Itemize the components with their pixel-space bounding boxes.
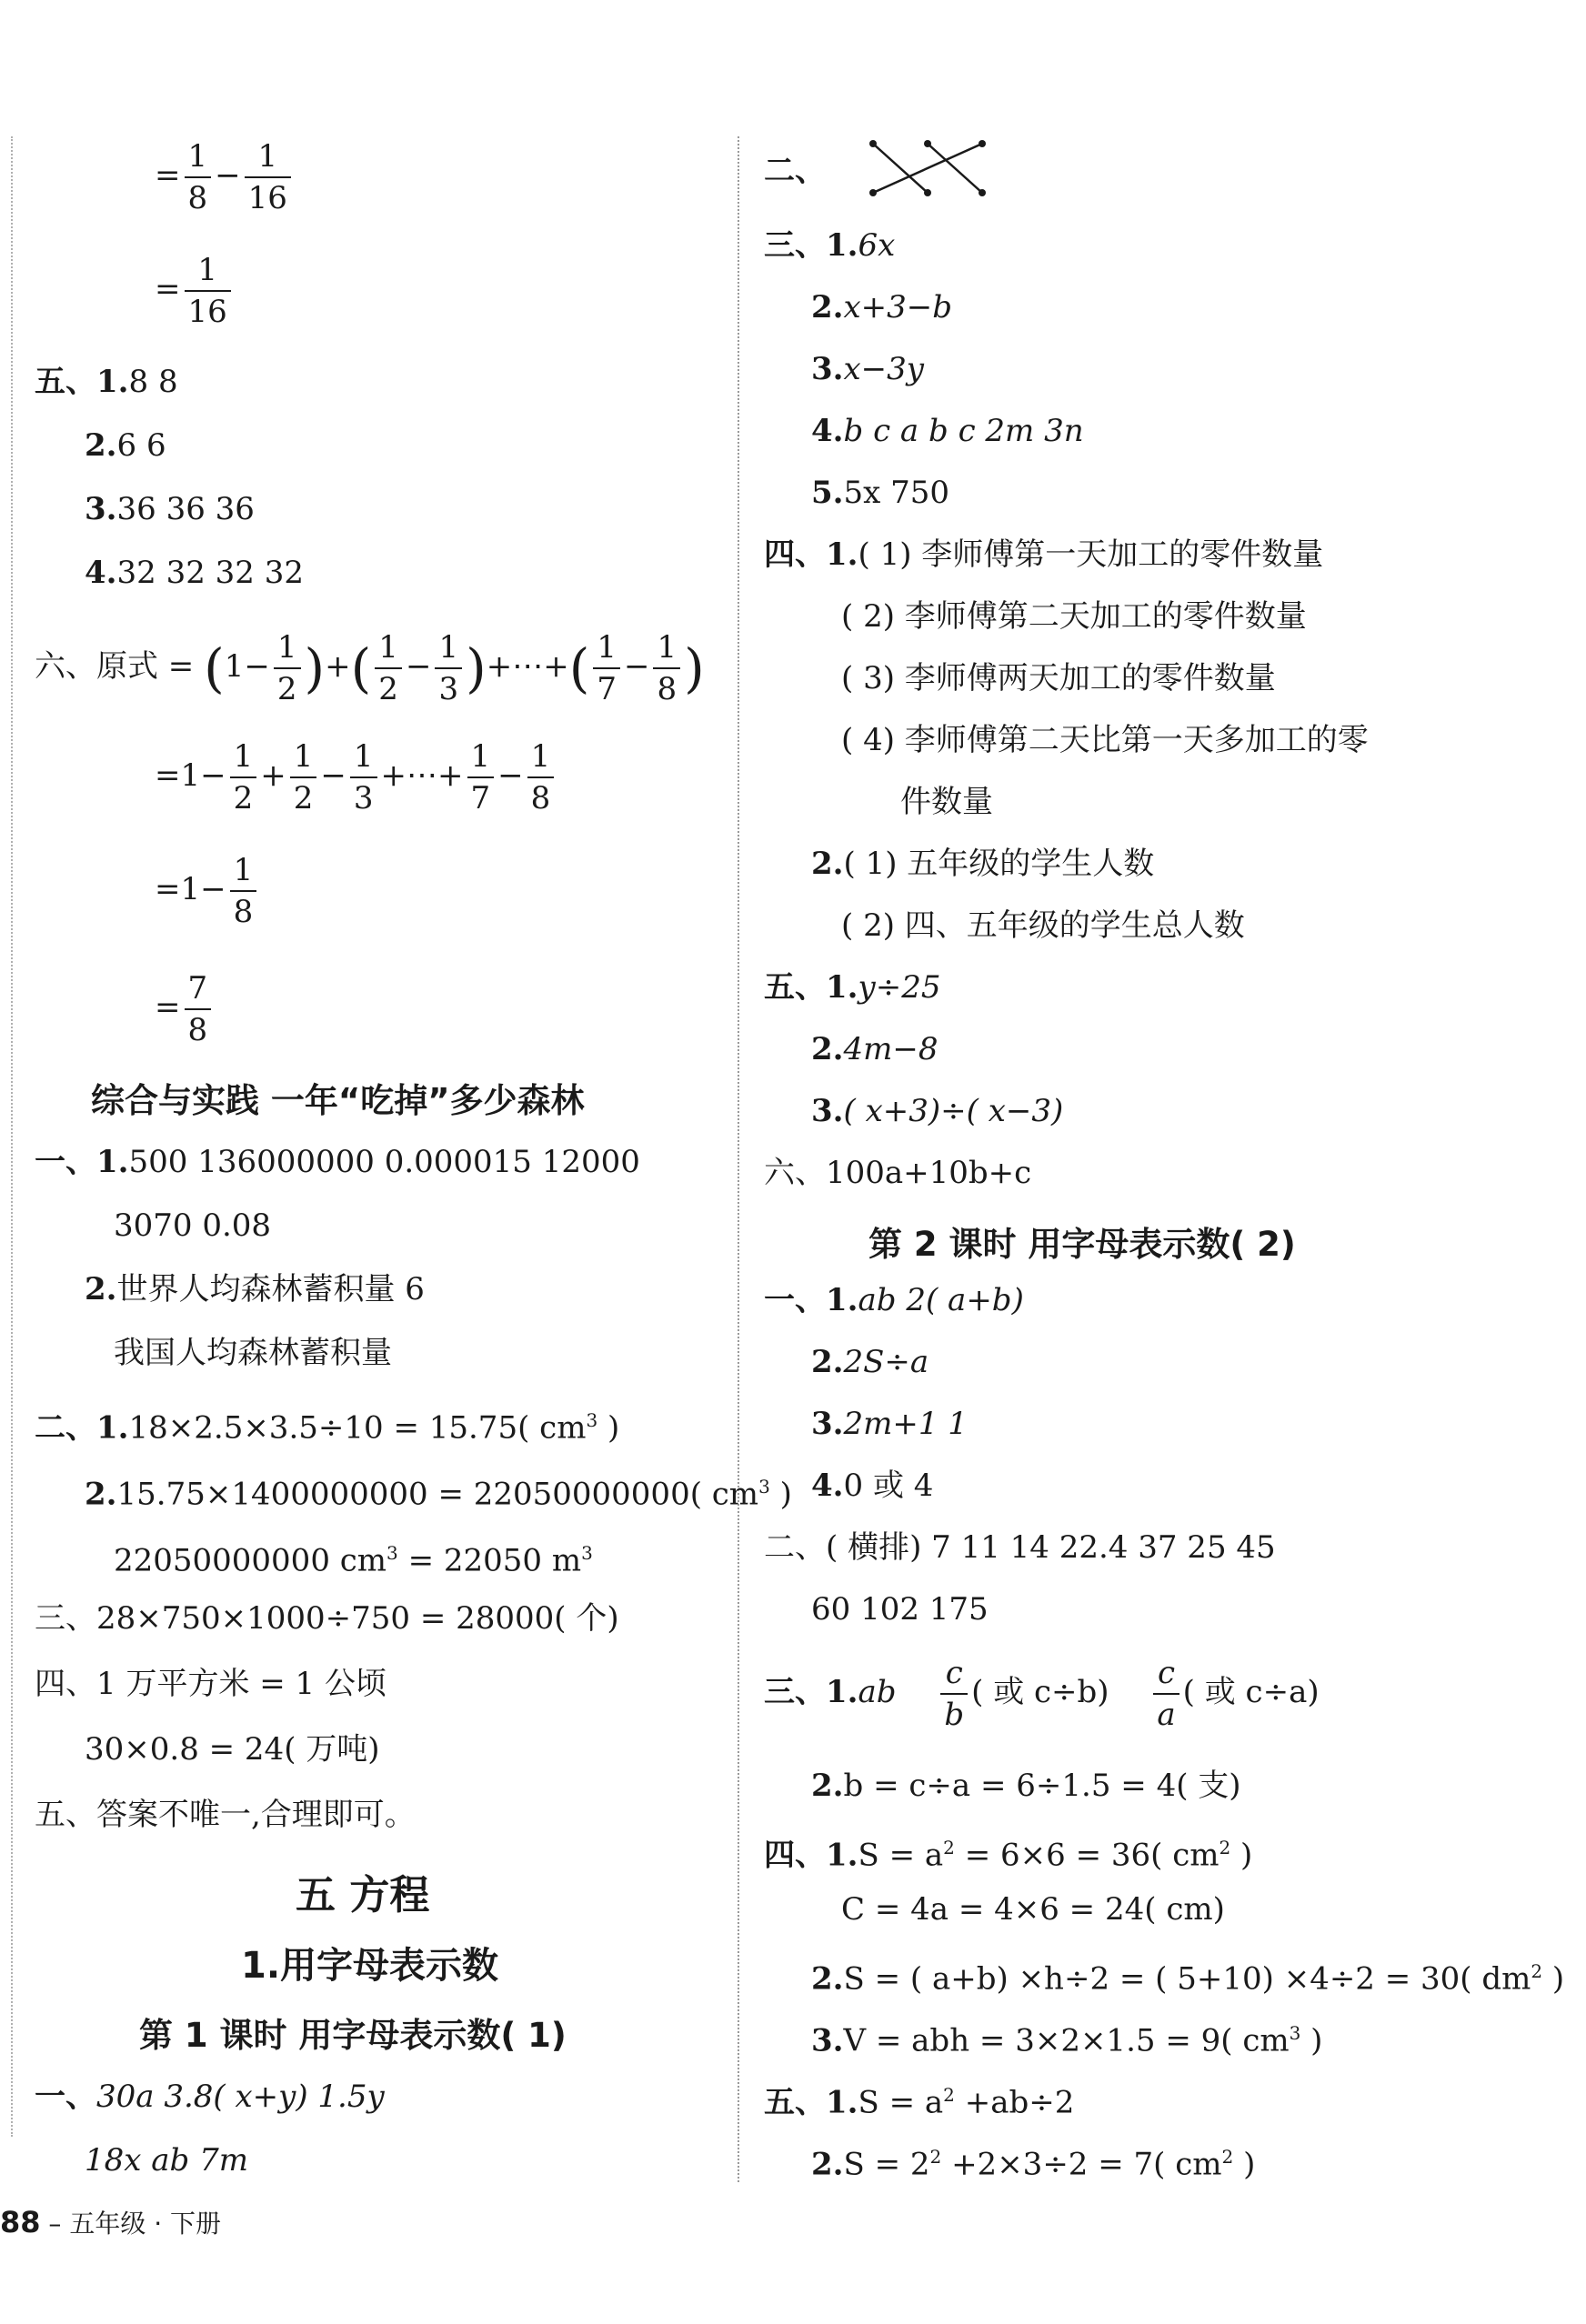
san-q4: 4.b c a b c 2m 3n bbox=[811, 413, 1084, 449]
practice-q2-2: 2.15.75×1400000000 = 22050000000( $cm^3$ ) bbox=[85, 1476, 792, 1513]
wu-q1: 五、1.y÷25 bbox=[764, 969, 941, 1006]
lesson1-heading: 第 1 课时 用字母表示数( 1) bbox=[139, 2016, 567, 2055]
l2-wu-q2: $2.S = 2^2 +2\times 3\div 2 = 7$( $cm^2$ ) bbox=[811, 2146, 1256, 2183]
matching-row: 二、 bbox=[764, 136, 1014, 209]
lesson2-heading: 第 2 课时 用字母表示数( 2) bbox=[868, 1225, 1296, 1264]
practice-q1-line2: 3070 0.08 bbox=[114, 1207, 272, 1244]
section-liu-line4: = $\frac{7}{8}$ bbox=[155, 968, 215, 1050]
practice-q4b: 30×0.8 = 24( 万吨) bbox=[85, 1731, 380, 1768]
practice-q1-2b: 我国人均森林蓄积量 bbox=[114, 1335, 392, 1371]
page-footer: 88 – 五年级 · 下册 bbox=[0, 2205, 222, 2239]
liu-answer: 六、100a+10b+c bbox=[764, 1155, 1032, 1191]
fraction-line-2: = $\frac{1}{16}$ bbox=[155, 250, 235, 332]
section-heading: 1.用字母表示数 bbox=[241, 1945, 499, 1987]
column-divider bbox=[738, 136, 739, 2182]
l2-q1-2: 2.2S÷a bbox=[811, 1344, 929, 1380]
l2-si-q1-line1: 四、$1.S = a^2 = 6\times 6 = 36$( $cm^2$ ) bbox=[764, 1837, 1253, 1874]
practice-q4a: 四、1 万平方米 = 1 公顷 bbox=[35, 1666, 386, 1702]
section-wu-q1: 五、1.8 8 bbox=[35, 364, 178, 400]
section-liu-line1: 六、原式 = (1− $\frac{1}{2}$ )+( $\frac{1}{2}$ − $\frac{1}{3}$ )+⋯+( $\frac{1}{7}$ − $\frac{1}{8}$ ) bbox=[35, 629, 705, 707]
l2-si-q2: 2.S = ( a+b) ×h÷2 = ( 5+10) ×4÷2 = 30( $dm^2$ ) bbox=[811, 1960, 1565, 1998]
l2-wu-q1: 五、$1.S = a^2 +ab\div 2$ bbox=[764, 2084, 1075, 2121]
section-wu-q2: 2.6 6 bbox=[85, 427, 166, 464]
si-q1-4a: ( 4) 李师傅第二天比第一天多加工的零 bbox=[841, 722, 1369, 758]
san-q3: 3.x−3y bbox=[811, 351, 925, 387]
si-q2-2: ( 2) 四、五年级的学生总人数 bbox=[841, 907, 1245, 944]
practice-q3: 三、28×750×1000÷750 = 28000( 个) bbox=[35, 1600, 619, 1637]
matching-lines-diagram bbox=[832, 136, 1014, 209]
wu-q2: 2.4m−8 bbox=[811, 1031, 939, 1067]
page-number: 88 bbox=[0, 2205, 41, 2239]
section-wu-q4: 4.32 32 32 32 bbox=[85, 555, 304, 591]
fraction-line-1: = $\frac{1}{8}$ − $\frac{1}{16}$ bbox=[155, 136, 295, 218]
practice-q2-2b: 22050000000 $cm^3 = 22050$ $m^3$ bbox=[114, 1542, 593, 1579]
l2-er-line2: 60 102 175 bbox=[811, 1591, 989, 1628]
san-q1: 三、1.6x bbox=[764, 227, 896, 264]
l2-si-q1-line2: C = 4a = 4×6 = 24( cm) bbox=[841, 1891, 1225, 1928]
l2-q1-1: 一、1.ab 2( a+b) bbox=[764, 1282, 1024, 1318]
left-margin-rule bbox=[11, 136, 13, 2137]
si-q1-2: ( 2) 李师傅第二天加工的零件数量 bbox=[841, 598, 1307, 635]
section-wu-q3: 3.36 36 36 bbox=[85, 491, 255, 527]
lesson1-q1-line2: 18x ab 7m bbox=[85, 2142, 248, 2179]
san-q2: 2.x+3−b bbox=[811, 289, 953, 326]
l2-si-q3: 3.V = abh = 3×2×1.5 = 9( $cm^3$ ) bbox=[811, 2022, 1323, 2059]
si-q2-1: 2.( 1) 五年级的学生人数 bbox=[811, 846, 1155, 882]
si-q1-4b: 件数量 bbox=[900, 784, 993, 820]
practice-q5: 五、答案不唯一,合理即可。 bbox=[35, 1797, 416, 1833]
practice-q2-1: 二、1.18×2.5×3.5÷10 = 15.75( $cm^3$ ) bbox=[35, 1409, 620, 1447]
l2-san-q2: 2.b = c÷a = 6÷1.5 = 4( 支) bbox=[811, 1768, 1241, 1804]
l2-q1-3: 3.2m+1 1 bbox=[811, 1406, 968, 1442]
practice-q1-2: 2.世界人均森林蓄积量 6 bbox=[85, 1271, 425, 1307]
wu-q3: 3.( x+3)÷( x−3) bbox=[811, 1093, 1064, 1129]
lesson1-q1-line1: 一、30a 3.8( x+y) 1.5y bbox=[35, 2079, 385, 2115]
section-liu-line3: =1− $\frac{1}{8}$ bbox=[155, 850, 260, 932]
l2-q1-4: 4.0 或 4 bbox=[811, 1468, 934, 1504]
section-liu-line2: =1− $\frac{1}{2}$ + $\frac{1}{2}$ − $\frac{1}{3}$ +⋯+ $\frac{1}{7}$ − $\frac{1}{8}$ bbox=[155, 736, 557, 818]
san-q5: 5.5x 750 bbox=[811, 475, 950, 511]
practice-heading: 综合与实践 一年“吃掉”多少森林 bbox=[91, 1081, 585, 1120]
l2-er-line1: 二、( 横排) 7 11 14 22.4 37 25 45 bbox=[764, 1529, 1276, 1566]
l2-san-q1: 三、1.ab $\frac{c}{b}$ ( 或 c÷b) $\frac{c}{a}$ ( 或 c÷a) bbox=[764, 1655, 1320, 1733]
grade-label: 五年级 · 下册 bbox=[69, 2209, 222, 2239]
practice-q1-line1: 一、1.500 136000000 0.000015 12000 bbox=[35, 1144, 640, 1180]
si-q1-3: ( 3) 李师傅两天加工的零件数量 bbox=[841, 660, 1276, 696]
si-q1-1: 四、1.( 1) 李师傅第一天加工的零件数量 bbox=[764, 536, 1324, 573]
chapter-heading: 五 方程 bbox=[296, 1872, 430, 1918]
